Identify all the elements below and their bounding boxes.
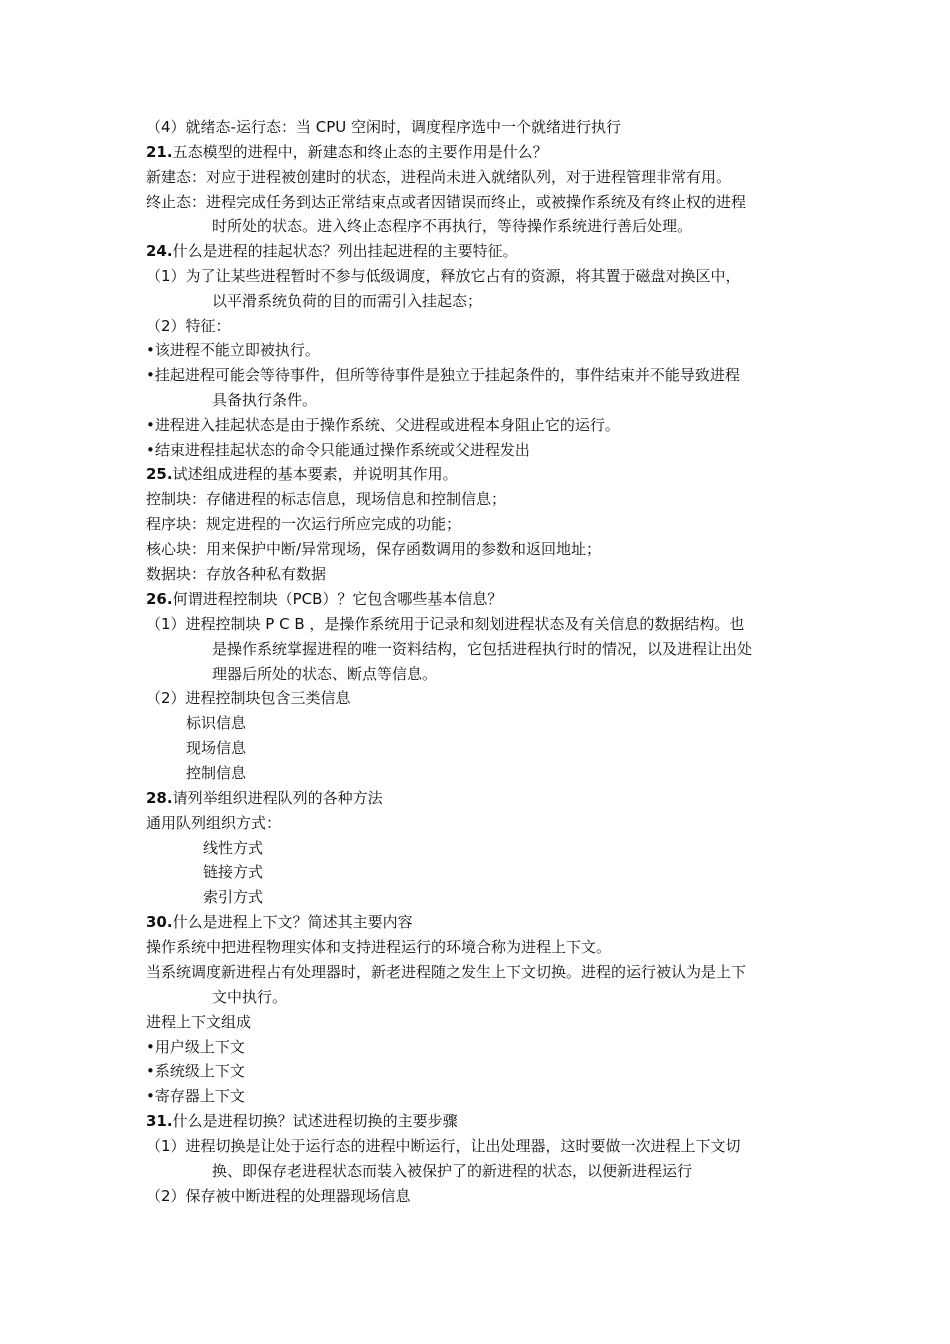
bullet-item: •系统级上下文 bbox=[146, 1062, 245, 1080]
text-line: （2）保存被中断进程的处理器现场信息 bbox=[146, 1187, 411, 1205]
question-heading: 24.什么是进程的挂起状态？列出挂起进程的主要特征。 bbox=[146, 242, 518, 260]
bullet-item: •寄存器上下文 bbox=[146, 1087, 245, 1105]
text-line: 当系统调度新进程占有处理器时，新老进程随之发生上下文切换。进程的运行被认为是上下 bbox=[146, 963, 747, 981]
question-heading: 26.何谓进程控制块（PCB）？它包含哪些基本信息？ bbox=[146, 590, 503, 608]
bullet-item: •进程进入挂起状态是由于操作系统、父进程或进程本身阻止它的运行。 bbox=[146, 416, 620, 434]
text-line: 新建态：对应于进程被创建时的状态，进程尚未进入就绪队列，对于进程管理非常有用。 bbox=[146, 168, 732, 186]
text-line: 程序块：规定进程的一次运行所应完成的功能； bbox=[146, 515, 462, 533]
list-item: 标识信息 bbox=[186, 714, 247, 732]
question-heading: 21.五态模型的进程中，新建态和终止态的主要作用是什么？ bbox=[146, 143, 548, 161]
bullet-item: •结束进程挂起状态的命令只能通过操作系统或父进程发出 bbox=[146, 441, 530, 459]
text-line: 换、即保存老进程状态而装入被保护了的新进程的状态，以便新进程运行 bbox=[212, 1162, 693, 1180]
text-line: 通用队列组织方式： bbox=[146, 814, 282, 832]
list-item: 链接方式 bbox=[203, 863, 264, 881]
text-line: 时所处的状态。进入终止态程序不再执行，等待操作系统进行善后处理。 bbox=[212, 217, 693, 235]
list-item: 索引方式 bbox=[203, 888, 264, 906]
text-line: （4）就绪态-运行态：当 CPU 空闲时，调度程序选中一个就绪进行执行 bbox=[146, 118, 621, 136]
text-line: （1）进程控制块 P C B ，是操作系统用于记录和刻划进程状态及有关信息的数据结构。也 bbox=[146, 615, 745, 633]
text-line: 进程上下文组成 bbox=[146, 1013, 252, 1031]
text-line: 理器后所处的状态、断点等信息。 bbox=[212, 665, 438, 683]
text-line: 以平滑系统负荷的目的而需引入挂起态； bbox=[212, 292, 483, 310]
list-item: 线性方式 bbox=[203, 839, 264, 857]
bullet-item: •该进程不能立即被执行。 bbox=[146, 341, 320, 359]
text-line: 终止态：进程完成任务到达正常结束点或者因错误而终止，或被操作系统及有终止权的进程 bbox=[146, 193, 747, 211]
question-heading: 28.请列举组织进程队列的各种方法 bbox=[146, 789, 383, 807]
text-line: 核心块：用来保护中断/异常现场，保存函数调用的参数和返回地址； bbox=[146, 540, 602, 558]
text-line: （2）进程控制块包含三类信息 bbox=[146, 689, 351, 707]
question-heading: 31.什么是进程切换？试述进程切换的主要步骤 bbox=[146, 1112, 458, 1130]
text-line: 数据块：存放各种私有数据 bbox=[146, 565, 327, 583]
text-line: 具备执行条件。 bbox=[212, 391, 318, 409]
text-line: （1）进程切换是让处于运行态的进程中断运行，让出处理器，这时要做一次进程上下文切 bbox=[146, 1137, 741, 1155]
text-line: 文中执行。 bbox=[212, 988, 288, 1006]
list-item: 现场信息 bbox=[186, 739, 247, 757]
list-item: 控制信息 bbox=[186, 764, 247, 782]
bullet-item: •用户级上下文 bbox=[146, 1038, 245, 1056]
question-heading: 25.试述组成进程的基本要素，并说明其作用。 bbox=[146, 465, 458, 483]
bullet-item: •挂起进程可能会等待事件，但所等待事件是独立于挂起条件的，事件结束并不能导致进程 bbox=[146, 366, 740, 384]
text-line: 是操作系统掌握进程的唯一资料结构，它包括进程执行时的情况，以及进程让出处 bbox=[212, 640, 753, 658]
text-line: 控制块：存储进程的标志信息，现场信息和控制信息； bbox=[146, 490, 507, 508]
question-heading: 30.什么是进程上下文？简述其主要内容 bbox=[146, 913, 413, 931]
text-line: （1）为了让某些进程暂时不参与低级调度，释放它占有的资源，将其置于磁盘对换区中， bbox=[146, 267, 741, 285]
text-line: 操作系统中把进程物理实体和支持进程运行的环境合称为进程上下文。 bbox=[146, 938, 612, 956]
text-line: （2）特征： bbox=[146, 317, 231, 335]
